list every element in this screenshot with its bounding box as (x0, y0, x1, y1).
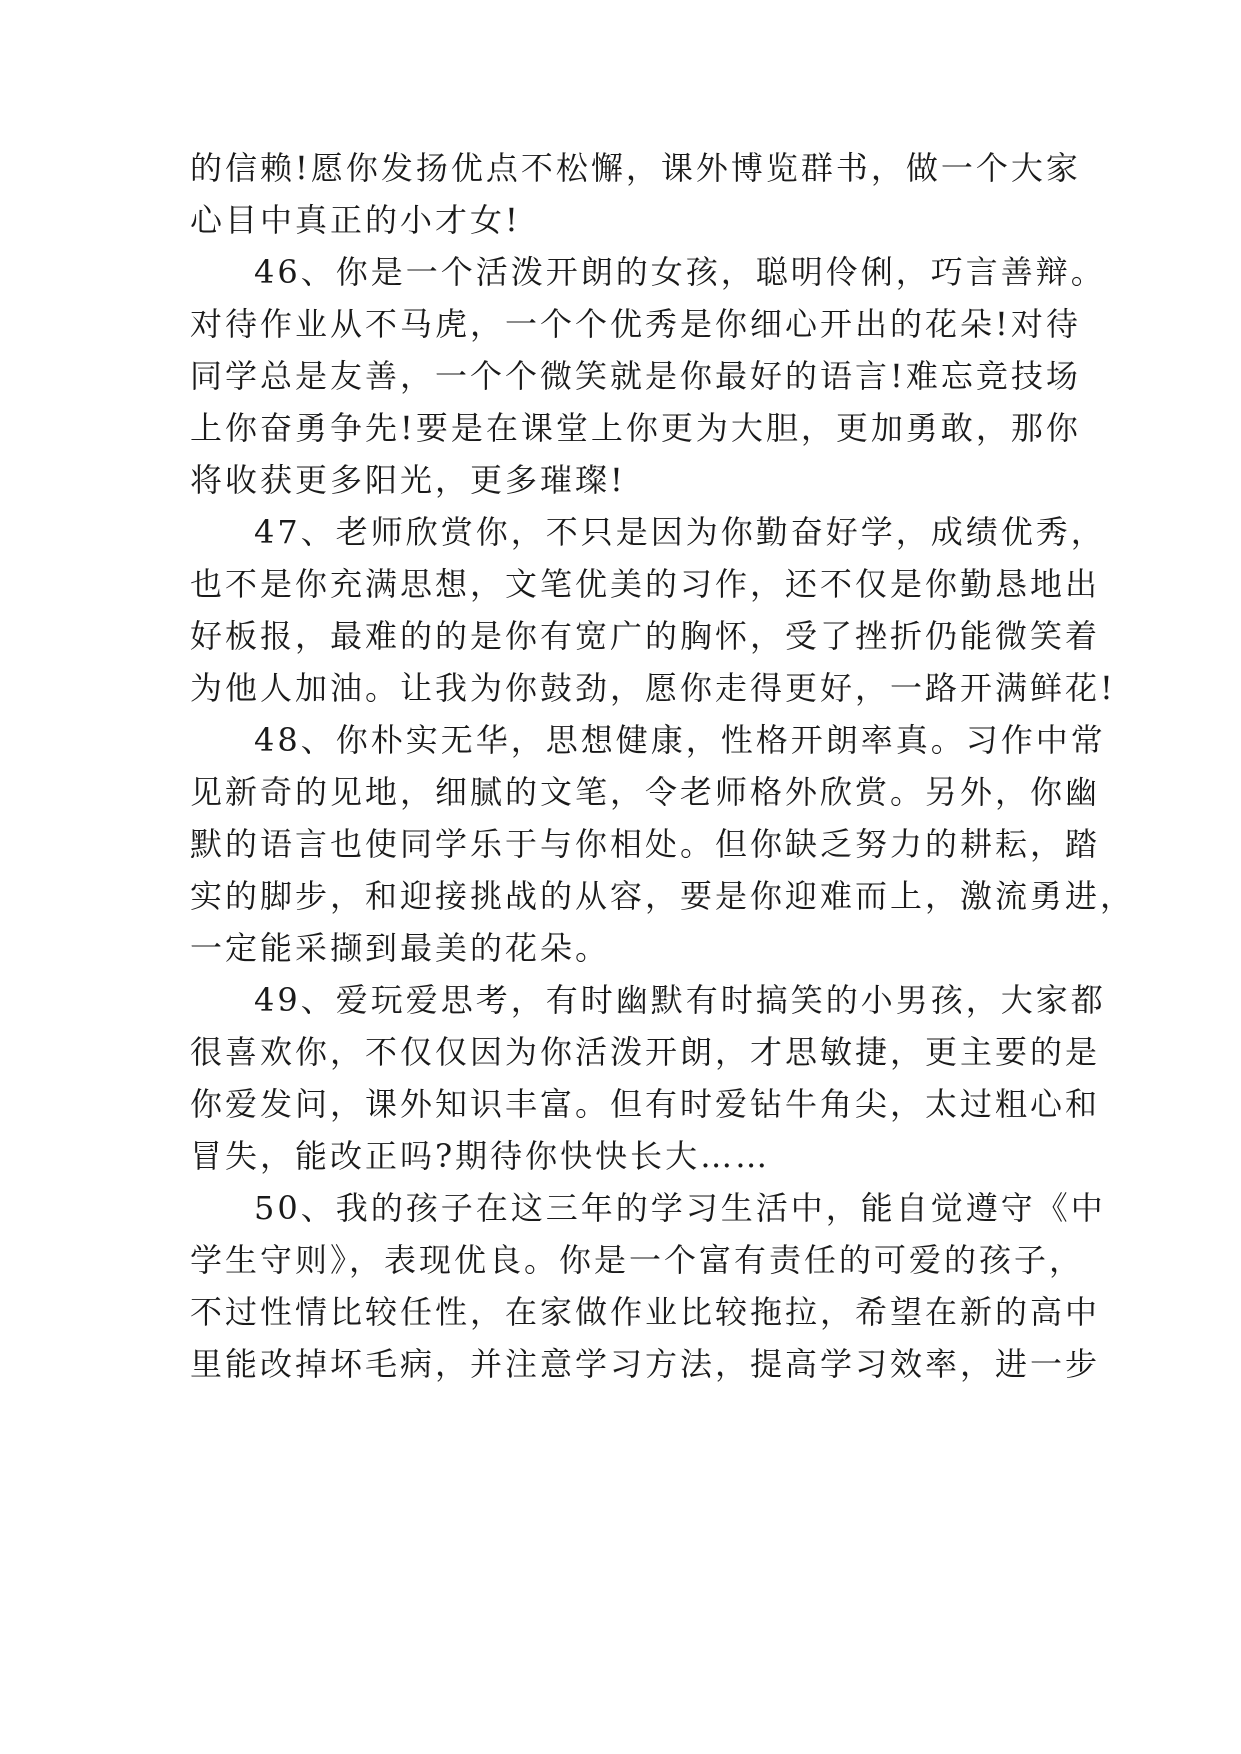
paragraph-50-start: 50、我的孩子在这三年的学习生活中，能自觉遵守《中 (254, 1189, 1106, 1227)
text-line: 见新奇的见地，细腻的文笔，令老师格外欣赏。另外，你幽 (190, 773, 1101, 811)
text-line: 不过性情比较任性，在家做作业比较拖拉，希望在新的高中 (190, 1293, 1101, 1331)
text-line: 一定能采撷到最美的花朵。 (190, 929, 611, 967)
text-line: 你爱发问，课外知识丰富。但有时爱钻牛角尖，太过粗心和 (190, 1085, 1101, 1123)
paragraph-47-start: 47、老师欣赏你，不只是因为你勤奋好学，成绩优秀， (254, 513, 1106, 551)
text-line: 实的脚步，和迎接挑战的从容，要是你迎难而上，激流勇进， (190, 877, 1136, 915)
text-line: 对待作业从不马虎，一个个优秀是你细心开出的花朵!对待 (190, 305, 1081, 343)
text-line: 很喜欢你，不仅仅因为你活泼开朗，才思敏捷，更主要的是 (190, 1033, 1101, 1071)
text-line: 默的语言也使同学乐于与你相处。但你缺乏努力的耕耘，踏 (190, 825, 1101, 863)
text-line: 里能改掉坏毛病，并注意学习方法，提高学习效率，进一步 (190, 1345, 1101, 1383)
paragraph-48-start: 48、你朴实无华，思想健康，性格开朗率真。习作中常 (254, 721, 1106, 759)
text-line: 学生守则》，表现优良。你是一个富有责任的可爱的孩子， (190, 1241, 1085, 1279)
text-line: 为他人加油。让我为你鼓劲，愿你走得更好，一路开满鲜花! (190, 669, 1116, 707)
text-line: 也不是你充满思想，文笔优美的习作，还不仅是你勤恳地出 (190, 565, 1101, 603)
text-line: 心目中真正的小才女! (190, 201, 521, 239)
text-line: 同学总是友善，一个个微笑就是你最好的语言!难忘竞技场 (190, 357, 1081, 395)
paragraph-49-start: 49、爱玩爱思考，有时幽默有时搞笑的小男孩，大家都 (254, 981, 1106, 1019)
text-line: 的信赖!愿你发扬优点不松懈，课外博览群书，做一个大家 (190, 149, 1081, 187)
text-line: 上你奋勇争先!要是在课堂上你更为大胆，更加勇敢，那你 (190, 409, 1081, 447)
paragraph-46-start: 46、你是一个活泼开朗的女孩，聪明伶俐，巧言善辩。 (254, 253, 1106, 291)
text-line: 冒失，能改正吗?期待你快快长大…… (190, 1137, 771, 1175)
text-line: 将收获更多阳光，更多璀璨! (190, 461, 626, 499)
text-line: 好板报，最难的的是你有宽广的胸怀，受了挫折仍能微笑着 (190, 617, 1101, 655)
